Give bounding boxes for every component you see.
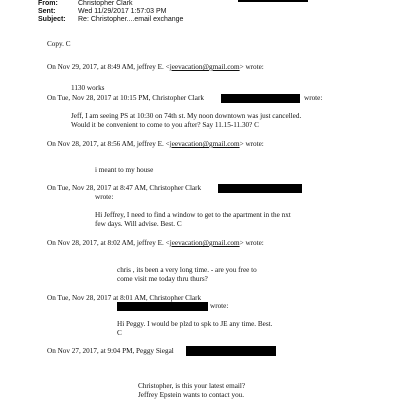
quote-line-pre: On Tue, Nov 28, 2017 at 8:01 AM, Christopher Clark <box>47 294 202 302</box>
quote-line-pre: On Nov 29, 2017, at 8:49 AM, jeffrey E. < <box>47 63 170 71</box>
message-body: Christopher, is this your latest email? <box>138 382 246 390</box>
header-subject <box>38 16 183 24</box>
quote-line-pre: On Nov 28, 2017, at 8:56 AM, jeffrey E. < <box>47 140 170 148</box>
redacted-header-box <box>238 0 308 2</box>
email-link[interactable]: jeevacation@gmail.com <box>169 239 240 247</box>
from-value: Christopher Clark <box>78 0 133 7</box>
redacted-email-box <box>218 184 302 193</box>
quote-line <box>47 140 264 149</box>
message-body: Would it be convenient to come to you after? Say 11.15-11.30? C <box>71 121 259 129</box>
message-body: i meant to my house <box>95 166 154 174</box>
message-body: come visit me today thru thurs? <box>117 275 208 283</box>
message-body: Hi Jeffrey, I need to find a window to get to the apartment in the nxt <box>95 211 291 219</box>
message-body: Jeff, I am seeing PS at 10:30 on 74th st. My noon downtown was just cancelled. <box>71 112 302 120</box>
quote-line-post: wrote: <box>304 94 323 102</box>
redacted-email-box <box>221 94 300 103</box>
header-from <box>38 0 132 8</box>
quote-line-post: wrote: <box>210 302 229 310</box>
quote-line <box>47 347 174 356</box>
quote-line <box>47 184 201 193</box>
quote-line <box>47 239 264 248</box>
from-label: From: <box>38 0 58 7</box>
redacted-email-box <box>186 346 276 356</box>
quote-line-pre: On Tue, Nov 28, 2017 at 8:47 AM, Christopher Clark <box>47 184 202 192</box>
message-body: Jeffrey Epstein wants to contact you. <box>138 391 245 399</box>
quote-line <box>47 94 204 103</box>
quote-line-pre: On Nov 28, 2017, at 8:02 AM, jeffrey E. < <box>47 239 170 247</box>
message-body: Copy. C <box>47 40 71 48</box>
redacted-email-box <box>117 302 208 311</box>
quote-line-post: > wrote: <box>239 63 264 71</box>
message-body: C <box>117 329 122 337</box>
quote-line <box>47 63 264 72</box>
message-body: chris , its been a very long time. - are you free to <box>117 266 257 274</box>
subject-label: Subject: <box>38 16 66 23</box>
message-body: few days. Will advise. Best. C <box>95 220 182 228</box>
quote-line-post: > wrote: <box>239 239 264 247</box>
subject-value: Re: Christopher....email exchange <box>78 16 184 23</box>
sent-label: Sent: <box>38 8 56 15</box>
email-link[interactable]: jeevacation@gmail.com <box>169 63 240 71</box>
sent-value: Wed 11/29/2017 1:57:03 PM <box>78 8 167 15</box>
email-link[interactable]: jeevacation@gmail.com <box>169 140 240 148</box>
quote-line-pre: On Tue, Nov 28, 2017 at 10:15 PM, Christopher Clark <box>47 94 204 102</box>
quote-line-pre: On Nov 27, 2017, at 9:04 PM, Peggy Siegal <box>47 347 174 355</box>
header-sent <box>38 8 166 16</box>
message-body: 1130 works <box>71 84 105 92</box>
message-body: Hi Peggy. I would be plzd to spk to JE any time. Best. <box>117 320 273 328</box>
quote-line-post: > wrote: <box>239 140 264 148</box>
quote-line-post: wrote: <box>95 193 114 201</box>
